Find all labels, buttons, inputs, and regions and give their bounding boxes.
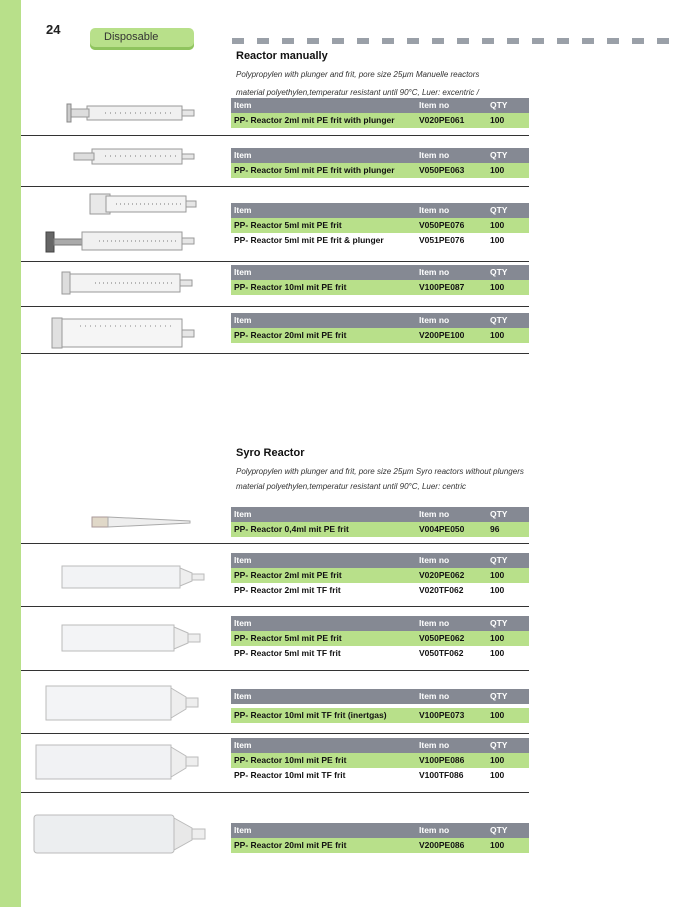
item-number: V051PE076 [419, 235, 465, 245]
col-item-header: Item [234, 691, 252, 701]
col-item-header: Item [234, 555, 252, 565]
item-number: V050PE062 [419, 633, 465, 643]
product-table [231, 616, 529, 661]
item-name: PP- Reactor 10ml mit PE frit [234, 755, 347, 765]
item-qty: 100 [490, 330, 505, 340]
table-header-row [231, 265, 529, 280]
syringe-20ml-image [50, 314, 200, 352]
item-number: V100PE086 [419, 755, 465, 765]
table-header-row [231, 823, 529, 838]
section-description-line-1: Polypropylen with plunger and frit, pore size 25µm Manuelle reactors [236, 70, 480, 79]
separator-line [21, 606, 529, 607]
col-item-header: Item [234, 825, 252, 835]
syringe-2ml-image [65, 100, 205, 126]
separator-line [21, 792, 529, 793]
separator-line [21, 733, 529, 734]
item-qty: 100 [490, 633, 505, 643]
item-number: V020PE061 [419, 115, 465, 125]
table-row [231, 163, 529, 178]
item-qty: 100 [490, 648, 505, 658]
product-table [231, 98, 529, 128]
separator-line [21, 261, 529, 262]
col-qty-header: QTY [490, 618, 508, 628]
table-row [231, 583, 529, 598]
item-qty: 100 [490, 585, 505, 595]
section-title-reactor-manually: Reactor manually [236, 50, 328, 62]
reactor-0-4ml-image [90, 514, 200, 530]
col-item-no-header: Item no [419, 315, 450, 325]
col-qty-header: QTY [490, 100, 508, 110]
col-qty-header: QTY [490, 315, 508, 325]
product-table [231, 553, 529, 598]
col-item-header: Item [234, 509, 252, 519]
item-qty: 100 [490, 770, 505, 780]
item-qty: 100 [490, 755, 505, 765]
syringe-10ml-image [60, 268, 200, 298]
col-item-header: Item [234, 740, 252, 750]
item-number: V020PE062 [419, 570, 465, 580]
table-header-row [231, 616, 529, 631]
col-item-no-header: Item no [419, 555, 450, 565]
item-name: PP- Reactor 2ml mit TF frit [234, 585, 341, 595]
product-table [231, 738, 529, 783]
table-row [231, 218, 529, 233]
syringe-5ml-image [70, 146, 200, 168]
section-description-line-2: material polyethylen,temperatur resistant until 90°C, Luer: excentric / [236, 88, 479, 97]
separator-line [21, 306, 529, 307]
item-name: PP- Reactor 5ml mit PE frit [234, 220, 342, 230]
table-row [231, 522, 529, 537]
col-item-no-header: Item no [419, 509, 450, 519]
table-row [231, 113, 529, 128]
reactor-2ml-image [60, 562, 210, 592]
item-qty: 100 [490, 282, 505, 292]
item-qty: 100 [490, 710, 505, 720]
col-item-no-header: Item no [419, 618, 450, 628]
product-table [231, 313, 529, 343]
item-number: V050PE063 [419, 165, 465, 175]
header-dash-line [232, 38, 672, 44]
section-title-syro-reactor: Syro Reactor [236, 447, 305, 459]
item-number: V200PE100 [419, 330, 465, 340]
reactor-5ml-image [60, 622, 210, 654]
product-table [231, 148, 529, 178]
col-qty-header: QTY [490, 691, 508, 701]
product-table [231, 823, 529, 853]
col-item-no-header: Item no [419, 740, 450, 750]
item-name: PP- Reactor 5ml mit PE frit & plunger [234, 235, 384, 245]
table-row [231, 233, 529, 248]
col-item-header: Item [234, 315, 252, 325]
col-qty-header: QTY [490, 267, 508, 277]
syringe-5ml-plunger-image [44, 226, 204, 256]
product-table [231, 203, 529, 248]
item-qty: 100 [490, 235, 505, 245]
separator-line [21, 186, 529, 187]
table-header-row [231, 313, 529, 328]
col-qty-header: QTY [490, 825, 508, 835]
item-name: PP- Reactor 5ml mit PE frit with plunger [234, 165, 395, 175]
table-row [231, 280, 529, 295]
item-number: V050TF062 [419, 648, 464, 658]
page-number: 24 [46, 22, 61, 37]
section-description-line-2: material polyethylen,temperatur resistant until 90°C, Luer: centric [236, 482, 466, 491]
col-item-no-header: Item no [419, 267, 450, 277]
item-name: PP- Reactor 2ml mit PE frit with plunger [234, 115, 395, 125]
item-name: PP- Reactor 20ml mit PE frit [234, 330, 347, 340]
col-qty-header: QTY [490, 509, 508, 519]
table-header-row [231, 203, 529, 218]
col-item-no-header: Item no [419, 691, 450, 701]
table-header-row [231, 689, 529, 704]
col-qty-header: QTY [490, 740, 508, 750]
product-table [231, 265, 529, 295]
product-table [231, 689, 529, 723]
item-qty: 100 [490, 840, 505, 850]
table-header-row [231, 738, 529, 753]
separator-line [21, 353, 529, 354]
col-qty-header: QTY [490, 150, 508, 160]
item-name: PP- Reactor 0,4ml mit PE frit [234, 524, 349, 534]
item-number: V100TF086 [419, 770, 464, 780]
product-table [231, 507, 529, 537]
table-row [231, 768, 529, 783]
item-number: V100PE087 [419, 282, 465, 292]
item-name: PP- Reactor 10ml mit TF frit [234, 770, 346, 780]
col-item-header: Item [234, 150, 252, 160]
col-item-no-header: Item no [419, 825, 450, 835]
item-number: V050PE076 [419, 220, 465, 230]
table-header-row [231, 148, 529, 163]
side-color-bar [0, 0, 21, 907]
table-row [231, 328, 529, 343]
item-number: V020TF062 [419, 585, 464, 595]
table-header-row [231, 553, 529, 568]
category-tab: Disposable [90, 28, 194, 50]
col-qty-header: QTY [490, 205, 508, 215]
table-row [231, 708, 529, 723]
col-item-header: Item [234, 267, 252, 277]
item-name: PP- Reactor 10ml mit TF frit (inertgas) [234, 710, 387, 720]
table-header-row [231, 507, 529, 522]
item-name: PP- Reactor 5ml mit TF frit [234, 648, 341, 658]
item-name: PP- Reactor 10ml mit PE frit [234, 282, 347, 292]
item-name: PP- Reactor 2ml mit PE frit [234, 570, 342, 580]
item-qty: 100 [490, 115, 505, 125]
col-item-no-header: Item no [419, 150, 450, 160]
col-item-no-header: Item no [419, 100, 450, 110]
table-row [231, 838, 529, 853]
table-row [231, 631, 529, 646]
reactor-10ml-inertgas-image [44, 683, 204, 723]
item-qty: 100 [490, 220, 505, 230]
col-item-header: Item [234, 100, 252, 110]
separator-line [21, 670, 529, 671]
table-row [231, 646, 529, 661]
separator-line [21, 543, 529, 544]
col-qty-header: QTY [490, 555, 508, 565]
col-item-header: Item [234, 205, 252, 215]
reactor-20ml-image [32, 812, 212, 856]
item-name: PP- Reactor 5ml mit PE frit [234, 633, 342, 643]
item-qty: 96 [490, 524, 500, 534]
item-number: V100PE073 [419, 710, 465, 720]
col-item-no-header: Item no [419, 205, 450, 215]
syringe-5ml-frit-image [80, 190, 200, 218]
table-row [231, 753, 529, 768]
item-qty: 100 [490, 165, 505, 175]
item-qty: 100 [490, 570, 505, 580]
item-name: PP- Reactor 20ml mit PE frit [234, 840, 347, 850]
table-row [231, 568, 529, 583]
reactor-10ml-image [34, 742, 204, 782]
separator-line [21, 135, 529, 136]
table-header-row [231, 98, 529, 113]
item-number: V004PE050 [419, 524, 465, 534]
col-item-header: Item [234, 618, 252, 628]
item-number: V200PE086 [419, 840, 465, 850]
section-description-line-1: Polypropylen with plunger and frit, pore size 25µm Syro reactors without plungers [236, 467, 524, 476]
